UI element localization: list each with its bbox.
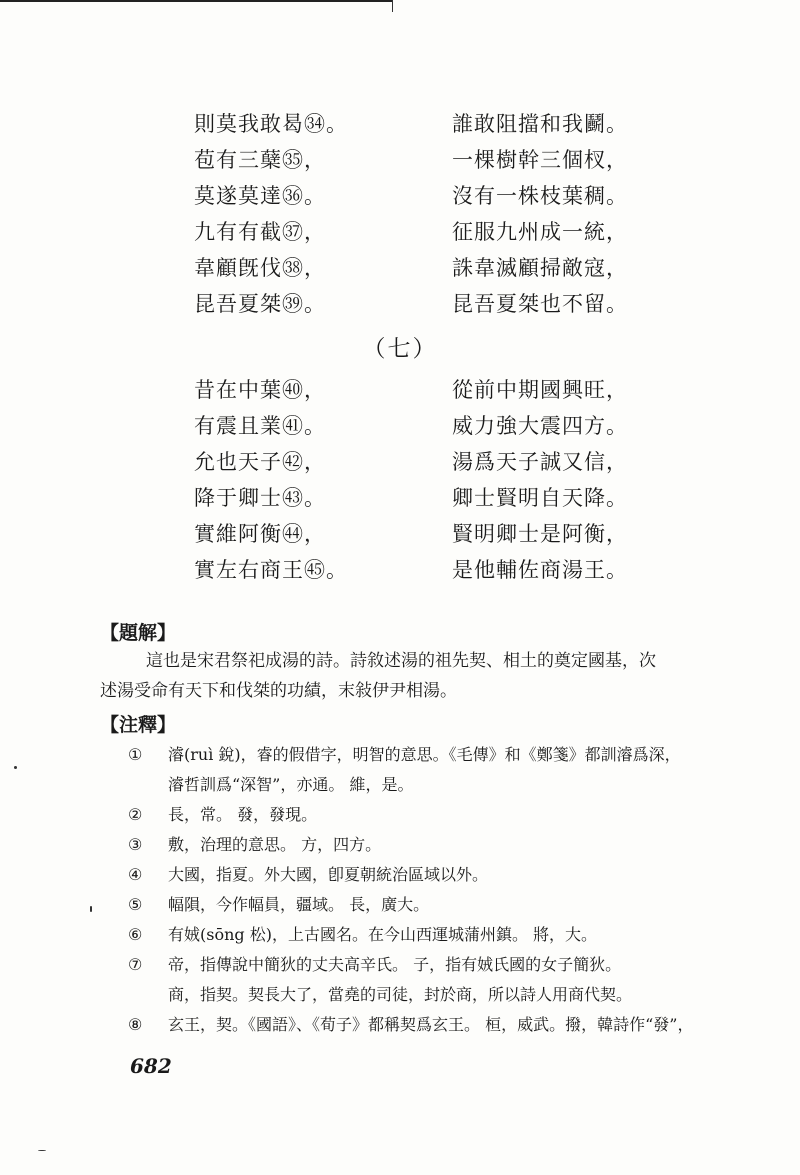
poem-translation: 征服九州成一統， [452,220,628,244]
poem-original: 則莫我敢曷㉞。 [194,112,348,136]
stanza-title: （七） [362,336,438,362]
poem-translation: 是他輔佐商湯王。 [452,558,628,582]
poem-translation: 湯爲天子誠又信， [452,450,628,474]
poem-line [0,518,800,554]
note-text: 商，指契。契長大了，當堯的司徒，封於商，所以詩人用商代契。 [168,985,633,1004]
note-text: 大國，指夏。外大國，卽夏朝統治區域以外。 [168,865,489,884]
tijie-line: 述湯受命有天下和伐桀的功績，末敍伊尹相湯。 [100,681,457,701]
top-tick [392,0,393,12]
top-rule [0,0,392,2]
note-text: 帝，指傳說中簡狄的丈夫高辛氏。 子，指有娀氏國的女子簡狄。 [168,955,622,974]
note-item [128,1010,694,1040]
poem-original: 實左右商王㊺。 [194,558,348,582]
tijie-line: 這也是宋君祭祀成湯的詩。詩敘述湯的祖先契、相土的奠定國基，次 [146,651,656,671]
tijie-heading: 【題解】 [100,622,177,644]
poem-line [0,288,800,324]
note-text: 濬(ruì 銳)，睿的假借字，明智的意思。《毛傳》和《鄭箋》都訓濬爲深， [168,745,681,764]
poem-translation: 昆吾夏桀也不留。 [452,292,628,316]
note-text: 濬哲訓爲“深智”，亦通。 維，是。 [168,775,414,794]
note-number: ④ [128,865,143,884]
poem-translation: 一棵樹幹三個杈， [452,148,628,172]
note-text: 幅隕，今作幅員，疆域。 長，廣大。 [168,895,430,914]
poem-original: 昆吾夏桀㊴。 [194,292,326,316]
poem-line [0,446,800,482]
zhushi-heading: 【注釋】 [100,714,177,736]
poem-line [0,108,800,144]
poem-original: 降于卿士㊸。 [194,486,326,510]
poem-line [0,482,800,518]
scan-speck [38,1150,46,1151]
poem-line [0,216,800,252]
note-item [128,860,688,890]
note-number: ⑤ [128,895,143,914]
note-number: ③ [128,835,143,854]
poem-stanza-6 [0,108,800,324]
note-item [128,920,688,950]
poem-line [0,410,800,446]
poem-translation: 誰敢阻擋和我鬬。 [452,112,628,136]
note-item [128,740,688,800]
poem-translation: 賢明卿士是阿衡， [452,522,628,546]
poem-line [0,252,800,288]
poem-original: 莫遂莫達㊱。 [194,184,326,208]
note-item [128,890,688,920]
poem-original: 有震且業㊶。 [194,414,326,438]
note-number: ⑦ [128,955,143,974]
poem-line [0,180,800,216]
poem-line [0,374,800,410]
notes-list [128,740,694,1040]
note-item [128,830,688,860]
poem-translation: 從前中期國興旺， [452,378,628,402]
page-number: 682 [130,1054,172,1078]
note-text: 敷，治理的意思。 方，四方。 [168,835,382,854]
poem-line [0,554,800,590]
note-number: ⑥ [128,925,143,944]
poem-original: 韋顧旣伐㊳， [194,256,326,280]
note-number: ② [128,805,143,824]
poem-original: 允也天子㊷， [194,450,326,474]
poem-original: 苞有三蘖㉟， [194,148,326,172]
note-number: ⑧ [128,1015,143,1034]
tijie-paragraph [100,646,680,706]
note-item [128,950,688,1010]
scan-speck [14,766,17,769]
poem-stanza-7 [0,374,800,590]
poem-translation: 卿士賢明自天降。 [452,486,628,510]
poem-original: 實維阿衡㊹， [194,522,326,546]
poem-translation: 誅韋滅顧掃敵寇， [452,256,628,280]
note-item [128,800,688,830]
note-text: 長，常。 發，發現。 [168,805,318,824]
note-number: ① [128,745,143,764]
scan-speck [90,906,92,912]
poem-original: 昔在中葉㊵， [194,378,326,402]
poem-translation: 沒有一株枝葉稠。 [452,184,628,208]
poem-line [0,144,800,180]
note-text: 玄王，契。《國語》、《荀子》都稱契爲玄王。 桓，威武。撥，韓詩作“發”， [168,1015,694,1034]
poem-translation: 威力強大震四方。 [452,414,628,438]
note-text: 有娀(sōng 松)，上古國名。在今山西運城蒲州鎮。 將，大。 [168,925,598,944]
poem-original: 九有有截㊲， [194,220,326,244]
